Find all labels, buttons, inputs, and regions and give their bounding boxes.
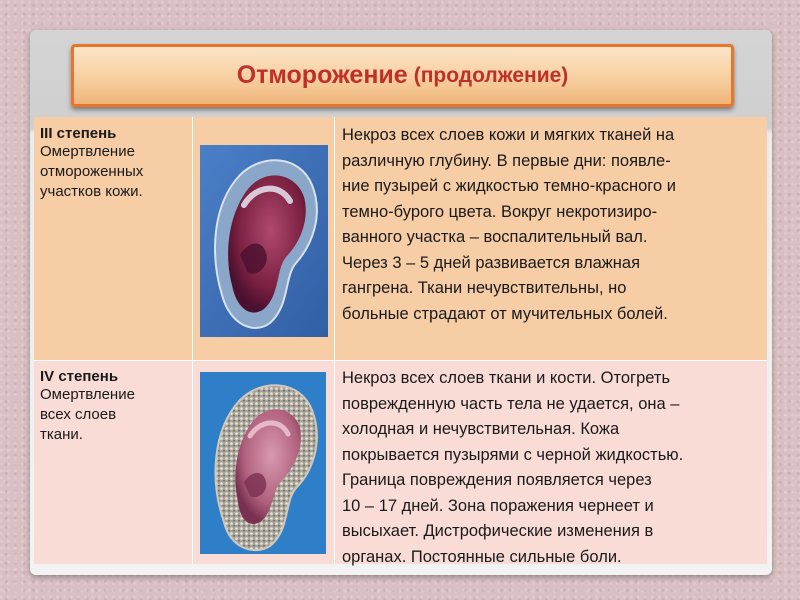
description-line: органах. Постоянные сильные боли. [342,547,622,566]
degree-summary [40,142,186,202]
description-line: гангрена. Ткани нечувствительны, но [342,279,627,297]
description-line: холодная и нечувствительная. Кожа [342,420,620,438]
summary-line: всех слоев [40,406,117,423]
description-line: ванного участка – воспалительный вал. [342,228,648,246]
column-divider [334,117,335,564]
degree-cell [34,360,192,564]
description-line: поврежденную часть тела не удается, она – [342,394,680,413]
description-line: различную глубину. В первые дни: появле- [342,151,671,170]
slide-title-box [71,44,734,107]
description-line: 10 – 17 дней. Зона поражения чернеет и [342,496,654,515]
slide-subtitle: (продолжение) [413,63,569,87]
degree-label: III степень [40,125,117,142]
summary-line: участков кожи. [40,183,143,200]
slide-title: Отморожение [236,61,408,89]
summary-line: ткани. [40,426,83,443]
degree-label: IV степень [40,368,119,385]
degree-cell [34,117,192,360]
description-line: темно-бурого цвета. Вокруг некротизиро- [342,202,658,221]
description-line: Некроз всех слоев ткани и кости. Отогреть [342,369,671,387]
description-line: больные страдают от мучительных болей. [342,304,668,323]
description-line: Некроз всех слоев кожи и мягких тканей на [342,126,675,144]
summary-line: Омертвление [40,386,135,403]
column-divider [192,117,193,564]
description-text [342,366,759,570]
frostbite-table [34,117,767,564]
degree-summary [40,385,186,445]
ear-blisters-image [200,145,328,337]
table-row-degree-4 [34,360,767,564]
description-cell [334,360,767,564]
description-line: покрывается пузырями с черной жидкостью. [342,445,684,464]
table-row-degree-3 [34,117,767,360]
image-cell [192,117,334,360]
summary-line: Омертвление [40,143,135,160]
summary-line: отмороженных [40,163,144,180]
ear-necrosis-image [200,372,326,554]
description-text [342,123,759,327]
row-divider [34,360,767,361]
description-line: высыхает. Дистрофические изменения в [342,522,654,540]
description-cell [334,117,767,360]
description-line: ние пузырей с жидкостью темно-красного и [342,177,676,195]
image-cell [192,360,334,564]
description-line: Через 3 – 5 дней развивается влажная [342,253,641,272]
description-line: Граница повреждения появляется через [342,471,652,489]
